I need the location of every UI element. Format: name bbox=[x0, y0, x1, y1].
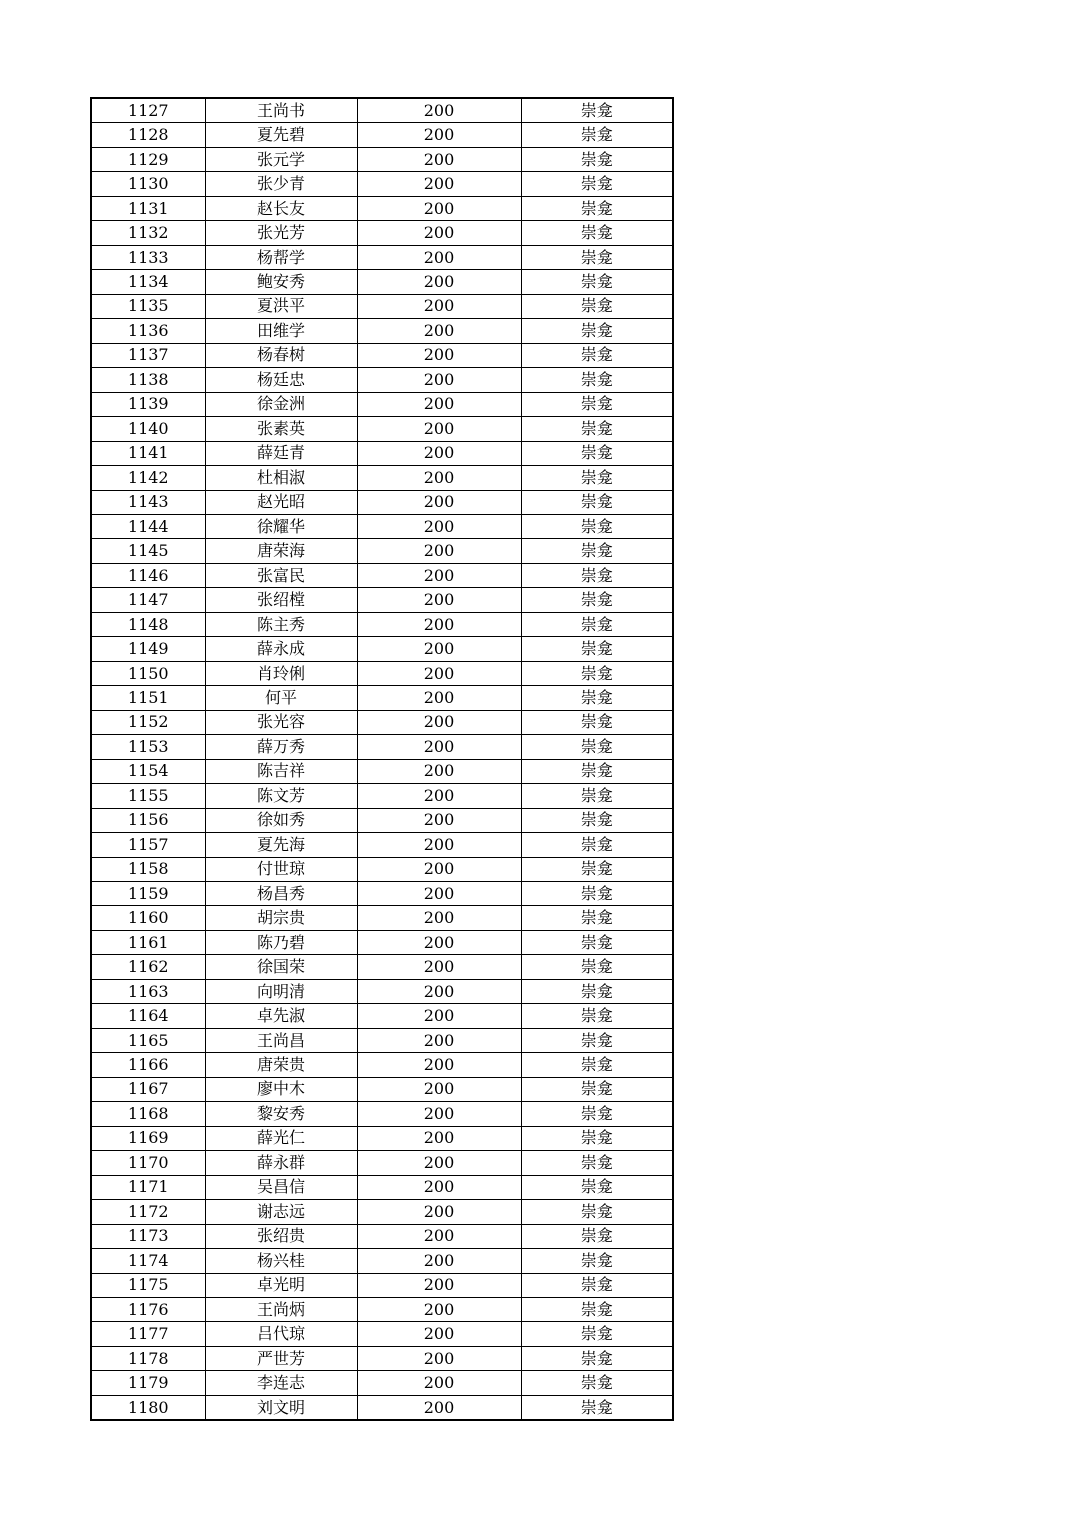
name-cell: 王尚炳 bbox=[205, 1297, 357, 1321]
area-cell: 崇龛 bbox=[521, 1126, 673, 1150]
name-cell: 鲍安秀 bbox=[205, 270, 357, 294]
amount-cell: 200 bbox=[357, 514, 521, 538]
table-row bbox=[91, 1224, 673, 1248]
id-cell: 1171 bbox=[91, 1175, 205, 1199]
id-cell: 1149 bbox=[91, 637, 205, 661]
area-cell: 崇龛 bbox=[521, 196, 673, 220]
amount-cell: 200 bbox=[357, 1053, 521, 1077]
id-cell: 1129 bbox=[91, 147, 205, 171]
name-cell: 肖玲俐 bbox=[205, 661, 357, 685]
amount-cell: 200 bbox=[357, 563, 521, 587]
name-cell: 薛光仁 bbox=[205, 1126, 357, 1150]
area-cell: 崇龛 bbox=[521, 270, 673, 294]
name-cell: 吴昌信 bbox=[205, 1175, 357, 1199]
amount-cell: 200 bbox=[357, 1102, 521, 1126]
name-cell: 薛廷青 bbox=[205, 441, 357, 465]
area-cell: 崇龛 bbox=[521, 1273, 673, 1297]
name-cell: 徐耀华 bbox=[205, 514, 357, 538]
id-cell: 1179 bbox=[91, 1371, 205, 1395]
amount-cell: 200 bbox=[357, 882, 521, 906]
area-cell: 崇龛 bbox=[521, 1395, 673, 1420]
id-cell: 1178 bbox=[91, 1346, 205, 1370]
amount-cell: 200 bbox=[357, 147, 521, 171]
id-cell: 1156 bbox=[91, 808, 205, 832]
table-row bbox=[91, 539, 673, 563]
id-cell: 1141 bbox=[91, 441, 205, 465]
area-cell: 崇龛 bbox=[521, 1004, 673, 1028]
name-cell: 吕代琼 bbox=[205, 1322, 357, 1346]
id-cell: 1174 bbox=[91, 1249, 205, 1273]
table-row bbox=[91, 1346, 673, 1370]
id-cell: 1180 bbox=[91, 1395, 205, 1420]
table-row bbox=[91, 686, 673, 710]
table-row bbox=[91, 1249, 673, 1273]
table-row bbox=[91, 1322, 673, 1346]
area-cell: 崇龛 bbox=[521, 784, 673, 808]
name-cell: 张富民 bbox=[205, 563, 357, 587]
area-cell: 崇龛 bbox=[521, 1077, 673, 1101]
name-cell: 陈乃碧 bbox=[205, 930, 357, 954]
table-row bbox=[91, 514, 673, 538]
id-cell: 1143 bbox=[91, 490, 205, 514]
id-cell: 1157 bbox=[91, 833, 205, 857]
id-cell: 1170 bbox=[91, 1151, 205, 1175]
area-cell: 崇龛 bbox=[521, 319, 673, 343]
name-cell: 夏洪平 bbox=[205, 294, 357, 318]
amount-cell: 200 bbox=[357, 1322, 521, 1346]
id-cell: 1165 bbox=[91, 1028, 205, 1052]
id-cell: 1150 bbox=[91, 661, 205, 685]
table-row bbox=[91, 294, 673, 318]
amount-cell: 200 bbox=[357, 539, 521, 563]
table-row bbox=[91, 563, 673, 587]
table-row bbox=[91, 441, 673, 465]
id-cell: 1133 bbox=[91, 245, 205, 269]
amount-cell: 200 bbox=[357, 98, 521, 123]
amount-cell: 200 bbox=[357, 196, 521, 220]
amount-cell: 200 bbox=[357, 906, 521, 930]
name-cell: 杨春树 bbox=[205, 343, 357, 367]
name-cell: 陈吉祥 bbox=[205, 759, 357, 783]
amount-cell: 200 bbox=[357, 735, 521, 759]
area-cell: 崇龛 bbox=[521, 833, 673, 857]
area-cell: 崇龛 bbox=[521, 417, 673, 441]
table-row bbox=[91, 270, 673, 294]
area-cell: 崇龛 bbox=[521, 661, 673, 685]
area-cell: 崇龛 bbox=[521, 563, 673, 587]
id-cell: 1166 bbox=[91, 1053, 205, 1077]
area-cell: 崇龛 bbox=[521, 245, 673, 269]
table-row bbox=[91, 368, 673, 392]
id-cell: 1144 bbox=[91, 514, 205, 538]
amount-cell: 200 bbox=[357, 490, 521, 514]
area-cell: 崇龛 bbox=[521, 539, 673, 563]
name-cell: 唐荣贵 bbox=[205, 1053, 357, 1077]
amount-cell: 200 bbox=[357, 637, 521, 661]
amount-cell: 200 bbox=[357, 979, 521, 1003]
amount-cell: 200 bbox=[357, 1028, 521, 1052]
area-cell: 崇龛 bbox=[521, 490, 673, 514]
id-cell: 1176 bbox=[91, 1297, 205, 1321]
table-row bbox=[91, 1004, 673, 1028]
area-cell: 崇龛 bbox=[521, 930, 673, 954]
area-cell: 崇龛 bbox=[521, 294, 673, 318]
id-cell: 1153 bbox=[91, 735, 205, 759]
table-row bbox=[91, 1371, 673, 1395]
name-cell: 张少青 bbox=[205, 172, 357, 196]
area-cell: 崇龛 bbox=[521, 98, 673, 123]
name-cell: 谢志远 bbox=[205, 1200, 357, 1224]
area-cell: 崇龛 bbox=[521, 686, 673, 710]
id-cell: 1172 bbox=[91, 1200, 205, 1224]
table-row bbox=[91, 1200, 673, 1224]
table-row bbox=[91, 1053, 673, 1077]
table-row bbox=[91, 1395, 673, 1420]
amount-cell: 200 bbox=[357, 955, 521, 979]
amount-cell: 200 bbox=[357, 294, 521, 318]
name-cell: 张绍樘 bbox=[205, 588, 357, 612]
table-row bbox=[91, 1077, 673, 1101]
id-cell: 1134 bbox=[91, 270, 205, 294]
table-row bbox=[91, 1297, 673, 1321]
amount-cell: 200 bbox=[357, 930, 521, 954]
id-cell: 1152 bbox=[91, 710, 205, 734]
amount-cell: 200 bbox=[357, 710, 521, 734]
id-cell: 1136 bbox=[91, 319, 205, 343]
name-cell: 张元学 bbox=[205, 147, 357, 171]
area-cell: 崇龛 bbox=[521, 1200, 673, 1224]
amount-cell: 200 bbox=[357, 221, 521, 245]
table-row bbox=[91, 172, 673, 196]
area-cell: 崇龛 bbox=[521, 123, 673, 147]
name-cell: 薛万秀 bbox=[205, 735, 357, 759]
amount-cell: 200 bbox=[357, 172, 521, 196]
amount-cell: 200 bbox=[357, 1395, 521, 1420]
name-cell: 唐荣海 bbox=[205, 539, 357, 563]
area-cell: 崇龛 bbox=[521, 882, 673, 906]
area-cell: 崇龛 bbox=[521, 612, 673, 636]
id-cell: 1148 bbox=[91, 612, 205, 636]
id-cell: 1128 bbox=[91, 123, 205, 147]
amount-cell: 200 bbox=[357, 1200, 521, 1224]
table-row bbox=[91, 392, 673, 416]
area-cell: 崇龛 bbox=[521, 1371, 673, 1395]
id-cell: 1135 bbox=[91, 294, 205, 318]
area-cell: 崇龛 bbox=[521, 1297, 673, 1321]
table-row bbox=[91, 759, 673, 783]
table-row bbox=[91, 882, 673, 906]
amount-cell: 200 bbox=[357, 661, 521, 685]
table-row bbox=[91, 710, 673, 734]
name-cell: 杨帮学 bbox=[205, 245, 357, 269]
area-cell: 崇龛 bbox=[521, 1028, 673, 1052]
table-row bbox=[91, 612, 673, 636]
table-row bbox=[91, 319, 673, 343]
name-cell: 何平 bbox=[205, 686, 357, 710]
id-cell: 1168 bbox=[91, 1102, 205, 1126]
table-row bbox=[91, 1102, 673, 1126]
table-row bbox=[91, 147, 673, 171]
table-row bbox=[91, 857, 673, 881]
amount-cell: 200 bbox=[357, 343, 521, 367]
name-cell: 张素英 bbox=[205, 417, 357, 441]
area-cell: 崇龛 bbox=[521, 1322, 673, 1346]
name-cell: 夏先海 bbox=[205, 833, 357, 857]
amount-cell: 200 bbox=[357, 784, 521, 808]
area-cell: 崇龛 bbox=[521, 1102, 673, 1126]
id-cell: 1145 bbox=[91, 539, 205, 563]
amount-cell: 200 bbox=[357, 759, 521, 783]
id-cell: 1138 bbox=[91, 368, 205, 392]
table-row bbox=[91, 955, 673, 979]
name-cell: 杜相淑 bbox=[205, 466, 357, 490]
table-row bbox=[91, 196, 673, 220]
id-cell: 1169 bbox=[91, 1126, 205, 1150]
amount-cell: 200 bbox=[357, 808, 521, 832]
id-cell: 1158 bbox=[91, 857, 205, 881]
table-row bbox=[91, 417, 673, 441]
id-cell: 1155 bbox=[91, 784, 205, 808]
table-row bbox=[91, 221, 673, 245]
table-row bbox=[91, 661, 673, 685]
amount-cell: 200 bbox=[357, 1371, 521, 1395]
name-cell: 向明清 bbox=[205, 979, 357, 1003]
area-cell: 崇龛 bbox=[521, 710, 673, 734]
name-cell: 刘文明 bbox=[205, 1395, 357, 1420]
id-cell: 1140 bbox=[91, 417, 205, 441]
id-cell: 1163 bbox=[91, 979, 205, 1003]
id-cell: 1132 bbox=[91, 221, 205, 245]
name-cell: 黎安秀 bbox=[205, 1102, 357, 1126]
area-cell: 崇龛 bbox=[521, 588, 673, 612]
area-cell: 崇龛 bbox=[521, 172, 673, 196]
area-cell: 崇龛 bbox=[521, 466, 673, 490]
name-cell: 赵长友 bbox=[205, 196, 357, 220]
table-row bbox=[91, 1126, 673, 1150]
name-cell: 严世芳 bbox=[205, 1346, 357, 1370]
amount-cell: 200 bbox=[357, 1175, 521, 1199]
amount-cell: 200 bbox=[357, 1346, 521, 1370]
amount-cell: 200 bbox=[357, 1249, 521, 1273]
table-row bbox=[91, 833, 673, 857]
id-cell: 1177 bbox=[91, 1322, 205, 1346]
table-row bbox=[91, 245, 673, 269]
amount-cell: 200 bbox=[357, 245, 521, 269]
name-cell: 李连志 bbox=[205, 1371, 357, 1395]
name-cell: 廖中木 bbox=[205, 1077, 357, 1101]
id-cell: 1173 bbox=[91, 1224, 205, 1248]
amount-cell: 200 bbox=[357, 1126, 521, 1150]
name-cell: 付世琼 bbox=[205, 857, 357, 881]
area-cell: 崇龛 bbox=[521, 955, 673, 979]
area-cell: 崇龛 bbox=[521, 1053, 673, 1077]
data-table bbox=[90, 97, 674, 1421]
id-cell: 1131 bbox=[91, 196, 205, 220]
amount-cell: 200 bbox=[357, 1224, 521, 1248]
id-cell: 1160 bbox=[91, 906, 205, 930]
amount-cell: 200 bbox=[357, 441, 521, 465]
name-cell: 张光容 bbox=[205, 710, 357, 734]
table-row bbox=[91, 123, 673, 147]
name-cell: 杨兴桂 bbox=[205, 1249, 357, 1273]
area-cell: 崇龛 bbox=[521, 906, 673, 930]
id-cell: 1147 bbox=[91, 588, 205, 612]
area-cell: 崇龛 bbox=[521, 1224, 673, 1248]
id-cell: 1127 bbox=[91, 98, 205, 123]
table-row bbox=[91, 808, 673, 832]
name-cell: 徐国荣 bbox=[205, 955, 357, 979]
area-cell: 崇龛 bbox=[521, 392, 673, 416]
name-cell: 张光芳 bbox=[205, 221, 357, 245]
name-cell: 徐金洲 bbox=[205, 392, 357, 416]
amount-cell: 200 bbox=[357, 368, 521, 392]
area-cell: 崇龛 bbox=[521, 759, 673, 783]
amount-cell: 200 bbox=[357, 1151, 521, 1175]
table-row bbox=[91, 1028, 673, 1052]
amount-cell: 200 bbox=[357, 392, 521, 416]
table-row bbox=[91, 906, 673, 930]
amount-cell: 200 bbox=[357, 319, 521, 343]
name-cell: 徐如秀 bbox=[205, 808, 357, 832]
area-cell: 崇龛 bbox=[521, 979, 673, 1003]
amount-cell: 200 bbox=[357, 417, 521, 441]
name-cell: 卓先淑 bbox=[205, 1004, 357, 1028]
table-row bbox=[91, 930, 673, 954]
id-cell: 1175 bbox=[91, 1273, 205, 1297]
amount-cell: 200 bbox=[357, 1273, 521, 1297]
amount-cell: 200 bbox=[357, 588, 521, 612]
area-cell: 崇龛 bbox=[521, 808, 673, 832]
name-cell: 王尚书 bbox=[205, 98, 357, 123]
amount-cell: 200 bbox=[357, 270, 521, 294]
id-cell: 1139 bbox=[91, 392, 205, 416]
amount-cell: 200 bbox=[357, 466, 521, 490]
area-cell: 崇龛 bbox=[521, 368, 673, 392]
id-cell: 1167 bbox=[91, 1077, 205, 1101]
name-cell: 胡宗贵 bbox=[205, 906, 357, 930]
name-cell: 陈主秀 bbox=[205, 612, 357, 636]
table-row bbox=[91, 1273, 673, 1297]
area-cell: 崇龛 bbox=[521, 514, 673, 538]
area-cell: 崇龛 bbox=[521, 857, 673, 881]
id-cell: 1159 bbox=[91, 882, 205, 906]
table-row bbox=[91, 979, 673, 1003]
table-row bbox=[91, 637, 673, 661]
area-cell: 崇龛 bbox=[521, 1346, 673, 1370]
name-cell: 杨昌秀 bbox=[205, 882, 357, 906]
id-cell: 1151 bbox=[91, 686, 205, 710]
table-body bbox=[91, 98, 673, 1420]
table-row bbox=[91, 343, 673, 367]
table-row bbox=[91, 466, 673, 490]
table-row bbox=[91, 735, 673, 759]
id-cell: 1154 bbox=[91, 759, 205, 783]
area-cell: 崇龛 bbox=[521, 221, 673, 245]
table-row bbox=[91, 1151, 673, 1175]
area-cell: 崇龛 bbox=[521, 1151, 673, 1175]
table-row bbox=[91, 784, 673, 808]
amount-cell: 200 bbox=[357, 612, 521, 636]
amount-cell: 200 bbox=[357, 857, 521, 881]
area-cell: 崇龛 bbox=[521, 441, 673, 465]
area-cell: 崇龛 bbox=[521, 147, 673, 171]
id-cell: 1161 bbox=[91, 930, 205, 954]
id-cell: 1162 bbox=[91, 955, 205, 979]
name-cell: 张绍贵 bbox=[205, 1224, 357, 1248]
amount-cell: 200 bbox=[357, 1077, 521, 1101]
amount-cell: 200 bbox=[357, 123, 521, 147]
name-cell: 杨廷忠 bbox=[205, 368, 357, 392]
id-cell: 1130 bbox=[91, 172, 205, 196]
name-cell: 夏先碧 bbox=[205, 123, 357, 147]
name-cell: 赵光昭 bbox=[205, 490, 357, 514]
area-cell: 崇龛 bbox=[521, 343, 673, 367]
area-cell: 崇龛 bbox=[521, 1175, 673, 1199]
name-cell: 王尚昌 bbox=[205, 1028, 357, 1052]
table-row bbox=[91, 98, 673, 123]
amount-cell: 200 bbox=[357, 1004, 521, 1028]
name-cell: 薛永成 bbox=[205, 637, 357, 661]
amount-cell: 200 bbox=[357, 833, 521, 857]
amount-cell: 200 bbox=[357, 1297, 521, 1321]
name-cell: 薛永群 bbox=[205, 1151, 357, 1175]
area-cell: 崇龛 bbox=[521, 1249, 673, 1273]
name-cell: 卓光明 bbox=[205, 1273, 357, 1297]
amount-cell: 200 bbox=[357, 686, 521, 710]
table-row bbox=[91, 588, 673, 612]
area-cell: 崇龛 bbox=[521, 735, 673, 759]
area-cell: 崇龛 bbox=[521, 637, 673, 661]
id-cell: 1164 bbox=[91, 1004, 205, 1028]
name-cell: 田维学 bbox=[205, 319, 357, 343]
table-row bbox=[91, 490, 673, 514]
id-cell: 1146 bbox=[91, 563, 205, 587]
id-cell: 1137 bbox=[91, 343, 205, 367]
table-row bbox=[91, 1175, 673, 1199]
name-cell: 陈文芳 bbox=[205, 784, 357, 808]
id-cell: 1142 bbox=[91, 466, 205, 490]
